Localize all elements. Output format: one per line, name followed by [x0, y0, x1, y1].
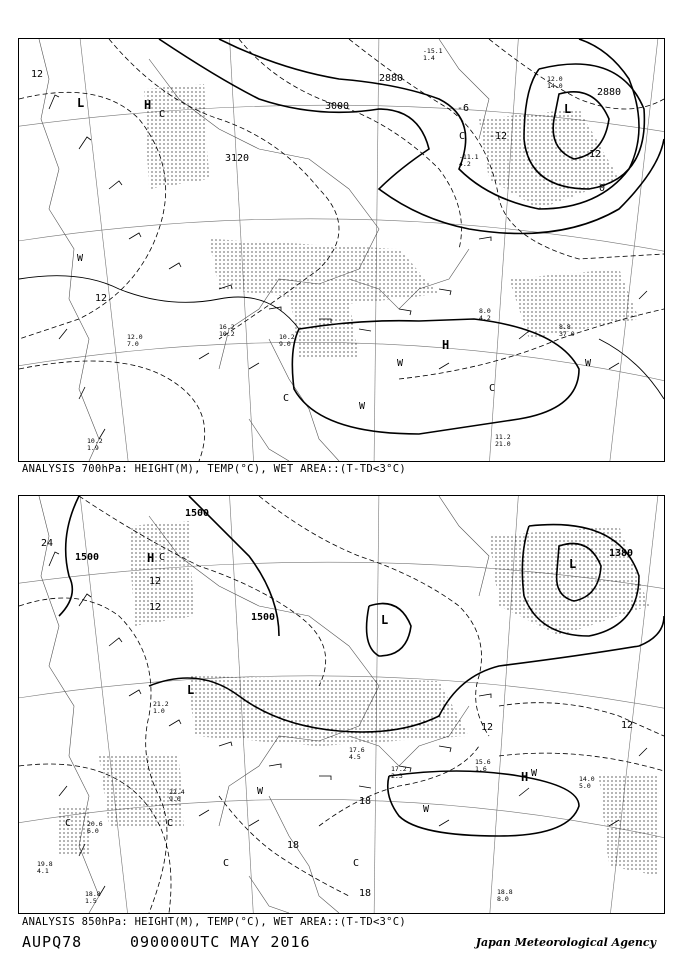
isotherm-label: -12 [489, 131, 508, 142]
station-dewpoint: 1.4 [423, 54, 435, 62]
cold-marker: C [489, 383, 496, 394]
height-label: 2880 [379, 73, 404, 84]
isotherm-label: 0 [599, 183, 606, 194]
station-temp: -11.1 [459, 153, 479, 161]
warm-marker: W [423, 804, 430, 815]
warm-marker: W [257, 786, 264, 797]
panel-title-700hpa: ANALYSIS 700hPa: HEIGHT(M), TEMP(°C), WET AREA::(T-TD<3°C) [22, 463, 407, 475]
isotherm-label: -6 [457, 103, 470, 114]
station-dewpoint: 6.0 [87, 827, 99, 835]
height-label: 1500 [75, 552, 100, 563]
isotherm-label: 12 [149, 602, 162, 613]
warm-marker: W [77, 253, 84, 264]
pressure-center-low: L [564, 102, 572, 116]
cold-marker: C [459, 131, 466, 142]
height-label: 2880 [597, 87, 622, 98]
pressure-center-high: H [521, 770, 529, 784]
agency-name: Japan Meteorological Agency [475, 936, 656, 949]
station-temp: 17.6 [349, 746, 365, 754]
station-temp: 18.8 [497, 888, 513, 896]
station-dewpoint: 5.0 [579, 782, 591, 790]
station-temp: 15.6 [475, 758, 491, 766]
height-label: 1380 [609, 548, 634, 559]
wet-area [144, 84, 639, 359]
station-temp: 16.2 [219, 323, 235, 331]
station-dewpoint: 14.0 [547, 82, 563, 90]
warm-marker: W [359, 401, 366, 412]
pressure-center-low: L [77, 96, 85, 110]
station-temp: -15.1 [423, 47, 443, 55]
station-dewpoint: 1.5 [85, 897, 97, 905]
pressure-center-low: L [569, 557, 577, 571]
chart-code: AUPQ78 [22, 933, 83, 951]
station-temp: 14.0 [579, 775, 595, 783]
wet-area [59, 521, 659, 876]
cold-marker: C [159, 552, 166, 563]
station-dewpoint: 1.9 [87, 444, 99, 452]
station-dewpoint: 1.6 [475, 765, 487, 773]
pressure-center-high: H [144, 98, 152, 112]
station-dewpoint: 4.2 [459, 160, 471, 168]
cold-marker: C [223, 858, 230, 869]
isotherm-label: 18 [359, 796, 372, 807]
isotherm-label: 12 [589, 149, 602, 160]
station-dewpoint: 2.3 [391, 772, 403, 780]
station-temp: 8.8 [559, 323, 571, 331]
station-dewpoint: 37.0 [559, 330, 575, 338]
height-label: 1500 [185, 508, 210, 519]
panel-title-850hpa: ANALYSIS 850hPa: HEIGHT(M), TEMP(°C), WET AREA::(T-TD<3°C) [22, 916, 407, 928]
warm-marker: W [585, 358, 592, 369]
station-temp: 17.2 [391, 765, 407, 773]
height-label: 3120 [225, 153, 250, 164]
pressure-center-low: L [381, 613, 389, 627]
pressure-center-high: H [147, 551, 155, 565]
station-temp: 10.2 [87, 437, 103, 445]
isotherm-label: 18 [359, 888, 372, 899]
station-dewpoint: 4.5 [349, 753, 361, 761]
height-label: 3000 [325, 101, 350, 112]
station-temp: 11.2 [495, 433, 511, 441]
station-temp: 8.0 [479, 307, 491, 315]
warm-marker: W [397, 358, 404, 369]
station-dewpoint: 4.1 [37, 867, 49, 875]
isotherm-label: 12 [621, 720, 634, 731]
station-temp: 22.4 [169, 788, 185, 796]
cold-marker: C [159, 109, 166, 120]
chart-footer [22, 933, 662, 955]
map-panel-700hpa [18, 38, 665, 462]
isotherm-label: 12 [481, 722, 494, 733]
station-dewpoint: 4.2 [479, 314, 491, 322]
station-dewpoint: 9.0 [279, 340, 291, 348]
pressure-center-low: L [187, 683, 195, 697]
station-temp: 21.2 [153, 700, 169, 708]
station-temp: 20.6 [87, 820, 103, 828]
isotherm-label: 24 [41, 538, 54, 549]
height-contours [159, 39, 664, 434]
valid-time: 090000UTC MAY 2016 [130, 933, 311, 951]
isotherm-label: 12 [31, 69, 44, 80]
station-temp: 18.8 [85, 890, 101, 898]
map-canvas-700hpa [19, 39, 664, 461]
station-dewpoint: 1.0 [153, 707, 165, 715]
warm-marker: W [531, 768, 538, 779]
isotherm-label: 18 [287, 840, 300, 851]
station-dewpoint: 21.0 [495, 440, 511, 448]
map-canvas-850hpa [19, 496, 664, 913]
station-dewpoint: 9.0 [169, 795, 181, 803]
station-temp: 12.0 [127, 333, 143, 341]
cold-marker: C [65, 818, 72, 829]
map-panel-850hpa [18, 495, 665, 914]
station-temp: 19.8 [37, 860, 53, 868]
cold-marker: C [167, 818, 174, 829]
isotherm-label: 12 [149, 576, 162, 587]
station-temp: 12.0 [547, 75, 563, 83]
station-dewpoint: 10.2 [219, 330, 235, 338]
cold-marker: C [353, 858, 360, 869]
station-dewpoint: 7.0 [127, 340, 139, 348]
station-dewpoint: 8.0 [497, 895, 509, 903]
cold-marker: C [283, 393, 290, 404]
isotherm-label: 12 [95, 293, 108, 304]
height-label: 1500 [251, 612, 276, 623]
station-temp: 10.2 [279, 333, 295, 341]
pressure-center-high: H [442, 338, 450, 352]
